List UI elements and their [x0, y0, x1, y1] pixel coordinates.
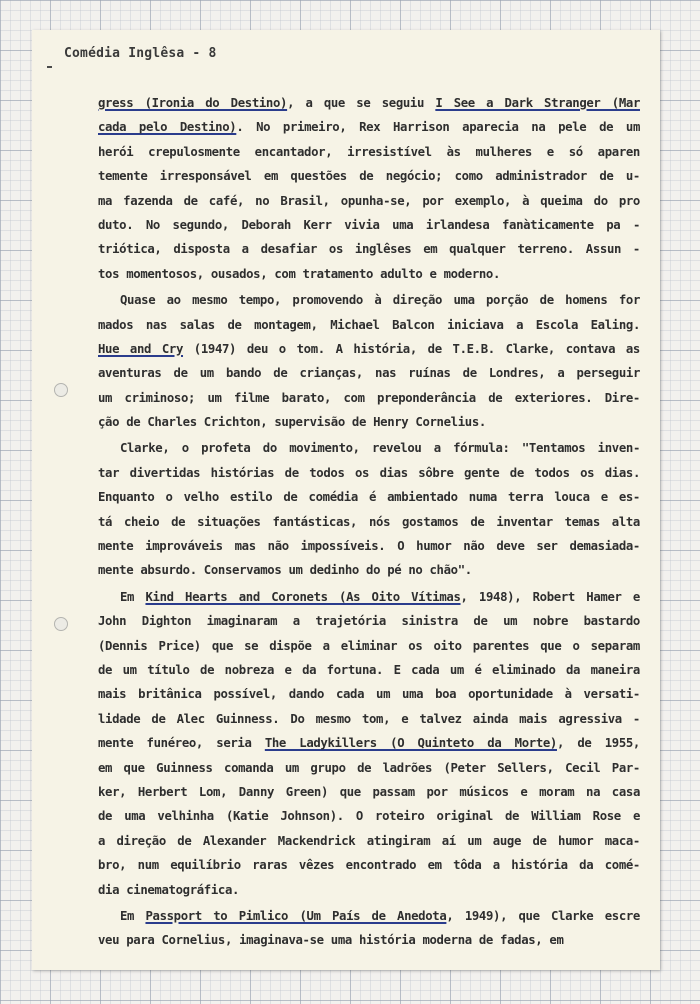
text-run: , a que se seguiu	[287, 96, 436, 110]
text-line	[98, 558, 640, 582]
text-line	[98, 313, 640, 337]
text-line	[98, 288, 640, 312]
text-line	[98, 115, 640, 139]
margin-mark	[47, 66, 52, 68]
text-line	[98, 878, 640, 902]
text-line	[98, 189, 640, 213]
text-line	[98, 634, 640, 658]
text-run: temente irresponsável em questões de negócio; como administrador de u-	[98, 169, 640, 184]
paragraph	[98, 91, 640, 286]
text-line	[98, 262, 640, 286]
text-run: de um título de nobreza e da fortuna. E cada um é eliminado da maneira	[98, 662, 640, 677]
text-run: Clarke, o profeta do movimento, revelou a fórmula: "Tentamos inven-	[120, 441, 640, 456]
text-line	[98, 534, 640, 558]
text-run: aventuras de um bando de crianças, nas ruínas de Londres, a perseguir	[98, 366, 640, 381]
paragraph	[98, 585, 640, 902]
text-run: . No primeiro, Rex Harrison aparecia na pele de um	[236, 120, 640, 135]
text-line	[98, 731, 640, 755]
text-run: , 1948), Robert Hamer e	[460, 589, 640, 604]
text-run: (Dennis Price) que se dispõe a eliminar os oito parentes que o separam	[98, 638, 640, 653]
text-line	[98, 682, 640, 706]
text-run: tá cheio de situações fantásticas, nós gostamos de inventar temas alta	[98, 514, 640, 529]
text-run: herói crepulosmente encantador, irresistível às mulheres e só aparen	[98, 144, 640, 159]
text-line	[98, 386, 640, 410]
text-line	[98, 928, 640, 952]
paragraph	[98, 436, 640, 582]
text-line	[98, 361, 640, 385]
text-run: Enquanto o velho estilo de comédia é ambientado numa terra louca e es-	[98, 490, 640, 505]
text-line	[98, 756, 640, 780]
text-line	[98, 658, 640, 682]
text-line	[98, 707, 640, 731]
text-line	[98, 436, 640, 460]
text-line	[98, 829, 640, 853]
underlined-title: I See a Dark Stranger (Mar	[435, 96, 640, 110]
text-run: mente improváveis mas não impossíveis. O humor não deve ser demasiada-	[98, 539, 640, 554]
underlined-title: Hue and Cry	[98, 341, 184, 356]
text-run: mais britânica possível, dando cada um uma boa oportunidade à versati-	[98, 687, 640, 702]
text-line	[98, 410, 640, 434]
text-run: (1947) deu o tom. A história, de T.E.B. Clarke, contava as	[183, 341, 640, 356]
text-run: a direção de Alexander Mackendrick atingiram aí um auge de humor maca-	[98, 833, 640, 848]
text-run: ker, Herbert Lom, Danny Green) que passam por músicos e moram na casa	[98, 784, 640, 799]
text-run: bro, num equilíbrio raras vêzes encontrado em tôda a história da comé-	[98, 858, 640, 873]
text-line	[98, 853, 640, 877]
text-run: duto. No segundo, Deborah Kerr vivia uma irlandesa fanàticamente pa -	[98, 217, 640, 232]
text-line	[98, 510, 640, 534]
text-line	[98, 804, 640, 828]
text-line	[98, 904, 640, 928]
underlined-title: The Ladykillers (O Quinteto da Morte)	[264, 736, 557, 751]
text-run: de uma velhinha (Katie Johnson). O roteiro original de William Rose e	[98, 809, 640, 824]
text-line	[98, 237, 640, 261]
text-run: , 1949), que Clarke escre	[446, 908, 640, 923]
text-run: John Dighton imaginaram a trajetória sinistra de um nobre bastardo	[98, 614, 640, 629]
text-run: Em	[120, 908, 146, 923]
text-line	[98, 140, 640, 164]
text-line	[98, 585, 640, 609]
text-run: tos momentosos, ousados, com tratamento adulto e moderno.	[98, 266, 501, 281]
text-run: Em	[120, 589, 146, 604]
underlined-title: Kind Hearts and Coronets (As Oito Vítimas	[145, 589, 461, 604]
binder-hole-top	[54, 383, 68, 397]
text-run: mados nas salas de montagem, Michael Balcon iniciava a Escola Ealing.	[98, 317, 640, 332]
text-run: dia cinematográfica.	[98, 882, 240, 897]
text-run: lidade de Alec Guinness. Do mesmo tom, e talvez ainda mais agressiva -	[98, 711, 640, 726]
text-line	[98, 609, 640, 633]
text-line	[98, 461, 640, 485]
text-run: Quase ao mesmo tempo, promovendo à direção uma porção de homens for	[120, 293, 640, 308]
text-run: ção de Charles Crichton, supervisão de Henry Cornelius.	[98, 415, 486, 430]
text-run: mente funéreo, seria	[98, 736, 265, 751]
text-run: , de 1955,	[556, 736, 640, 751]
text-line	[98, 337, 640, 361]
body-text	[98, 91, 640, 953]
text-line	[98, 780, 640, 804]
text-run: tar divertidas histórias de todos os dias sôbre gente de todos os dias.	[98, 465, 640, 480]
underlined-title: gress (Ironia do Destino)	[98, 96, 288, 110]
page-header: Comédia Inglêsa - 8	[64, 46, 217, 61]
text-line	[98, 91, 640, 115]
text-line	[98, 213, 640, 237]
text-run: em que Guinness comanda um grupo de ladrões (Peter Sellers, Cecil Par-	[98, 760, 640, 775]
paragraph	[98, 904, 640, 953]
paragraph	[98, 288, 640, 434]
text-run: triótica, disposta a desafiar os inglêses em qualquer terreno. Assun -	[98, 242, 640, 257]
text-run: veu para Cornelius, imaginava-se uma história moderna de fadas, em	[98, 933, 564, 948]
text-run: ma fazenda de café, no Brasil, opunha-se, por exemplo, à queima do pro	[98, 193, 640, 208]
text-line	[98, 485, 640, 509]
text-line	[98, 164, 640, 188]
binder-hole-bottom	[54, 617, 68, 631]
text-run: mente absurdo. Conservamos um dedinho do pé no chão".	[98, 563, 472, 578]
underlined-title: Passport to Pimlico (Um País de Anedota	[145, 908, 447, 923]
text-run: um criminoso; um filme barato, com preponderância de exteriores. Dire-	[98, 390, 640, 405]
underlined-title: cada pelo Destino)	[98, 120, 237, 135]
